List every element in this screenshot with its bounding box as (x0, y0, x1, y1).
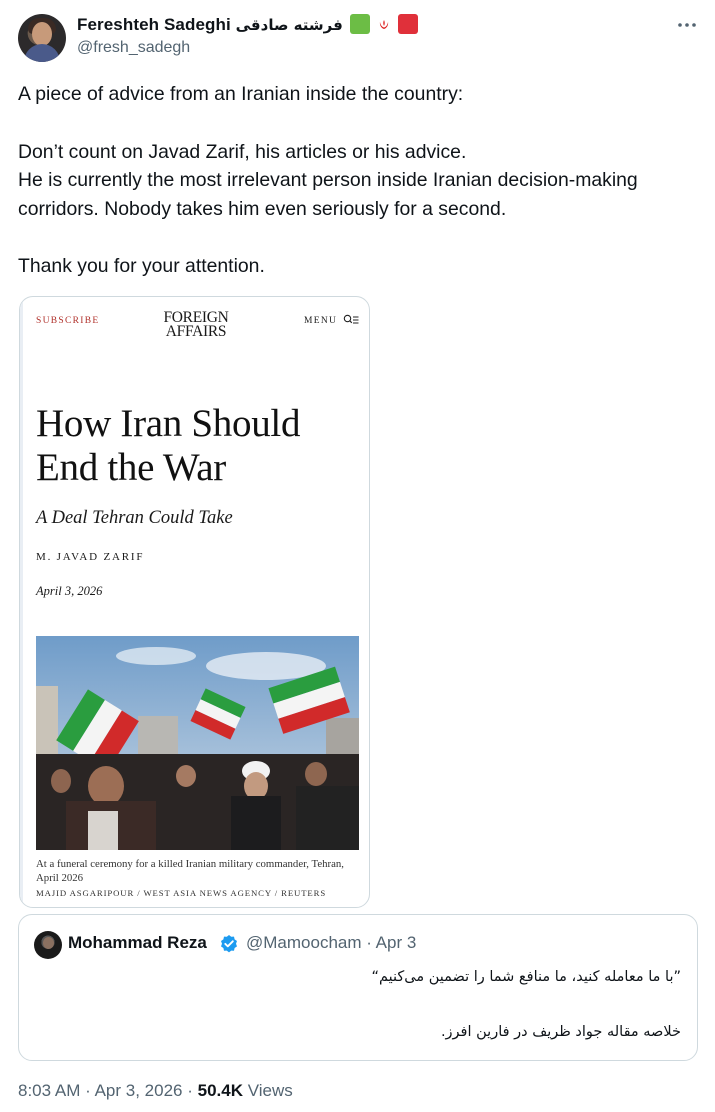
author-name-latin[interactable]: Fereshteh Sadeghi (77, 15, 231, 34)
tweet-time[interactable]: 8:03 AM (18, 1081, 81, 1100)
article-date: April 3, 2026 (36, 584, 103, 598)
iran-emblem-icon (378, 19, 390, 31)
tweet-text (18, 80, 698, 281)
tweet-line: A piece of advice from an Iranian inside the country: (18, 83, 464, 105)
quoted-tweet-line: خلاصه مقاله جواد ظریف در فارین افرز. (440, 1024, 681, 1040)
verified-badge-icon (219, 934, 239, 954)
tweet-media-image[interactable] (19, 296, 370, 908)
tweet-line: Don’t count on Javad Zarif, his articles or his advice. (18, 140, 467, 163)
article-subtitle: A Deal Tehran Could Take (36, 508, 233, 528)
author-avatar[interactable] (18, 14, 66, 62)
tweet-meta (18, 1081, 293, 1101)
quoted-tweet[interactable] (18, 914, 698, 1061)
author-handle[interactable]: @fresh_sadegh (77, 39, 191, 56)
views-count: 50.4K (197, 1081, 243, 1100)
foreign-affairs-logo (140, 311, 252, 339)
tweet-line: He is currently the most irrelevant person inside Iranian decision-making corridors. Nobody takes him even seriously for a second. (18, 169, 638, 220)
views-label: Views (247, 1081, 293, 1100)
red-square-icon (398, 14, 418, 34)
logo-line: AFFAIRS (165, 323, 227, 340)
article-photo-crowd-with-flags (36, 636, 359, 850)
tweet-line: Thank you for your attention. (18, 255, 265, 277)
green-square-icon (350, 14, 370, 34)
quoted-author-avatar[interactable] (34, 931, 62, 959)
article-photo-credit: MAJID ASGARIPOUR / WEST ASIA NEWS AGENCY / REUTERS (36, 888, 327, 898)
article-menu-label: MENU (304, 316, 338, 326)
tweet-date[interactable]: Apr 3, 2026 (94, 1081, 183, 1100)
separator: · (85, 1081, 91, 1100)
article-photo-caption: At a funeral ceremony for a killed Iranian military commander, Tehran, April 2026 (36, 858, 344, 884)
separator: · (187, 1081, 193, 1100)
quoted-tweet-line: ”با ما معامله کنید، ما منافع شما را تضمین می‌کنیم“ (371, 969, 681, 985)
more-options-icon[interactable] (676, 18, 698, 32)
author-name-persian[interactable]: فرشته صادقی (235, 16, 343, 34)
article-subscribe-link: SUBSCRIBE (36, 316, 100, 326)
author-display-name[interactable] (77, 14, 418, 35)
article-author: M. JAVAD ZARIF (36, 551, 145, 563)
quoted-author-name[interactable]: Mohammad Reza (68, 933, 207, 952)
logo-line: FOREIGN (163, 309, 229, 326)
quoted-author-handle-time[interactable]: @Mamoocham · Apr 3 (246, 933, 417, 952)
article-title: How Iran Should End the War (36, 402, 301, 489)
search-menu-icon (343, 314, 359, 326)
